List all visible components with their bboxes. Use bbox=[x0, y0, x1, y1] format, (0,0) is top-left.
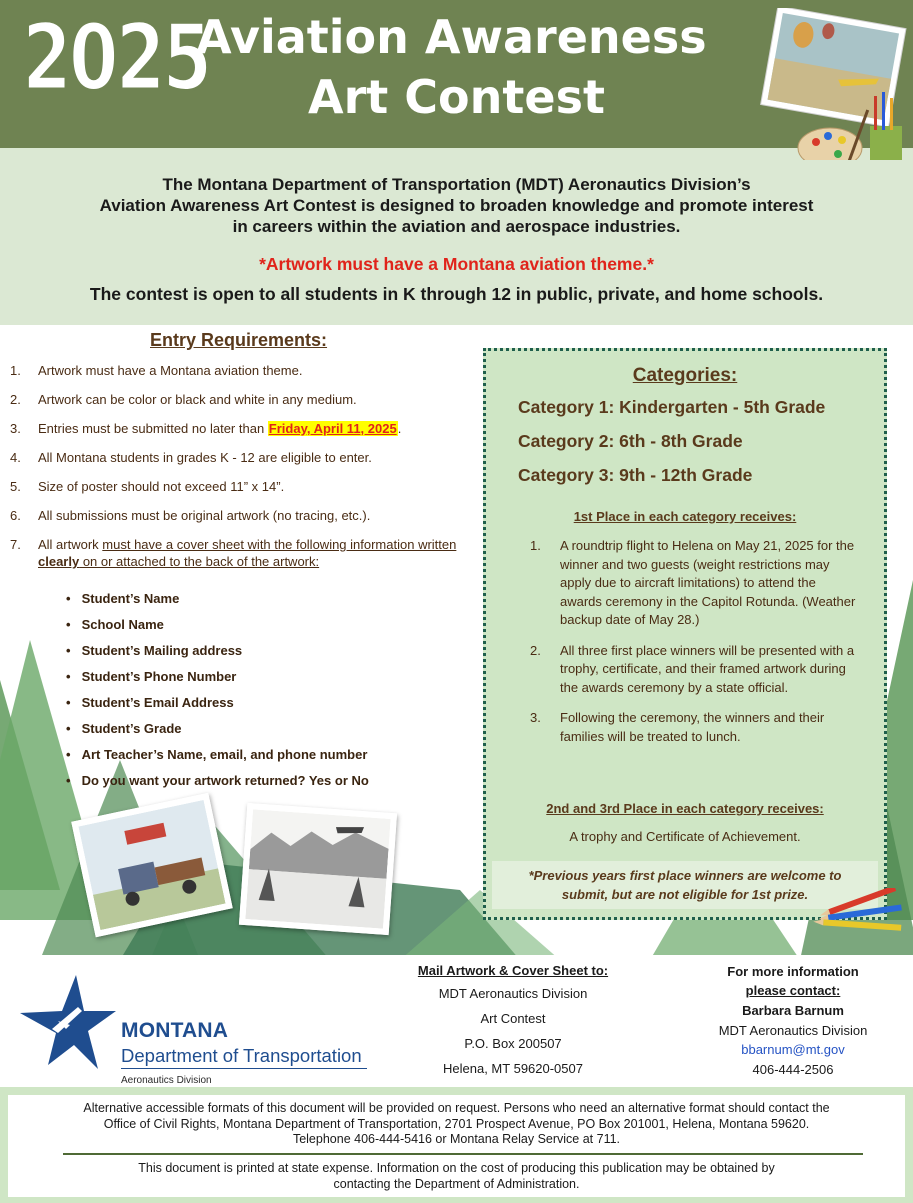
second-third-place-prize: A trophy and Certificate of Achievement. bbox=[569, 829, 801, 844]
mdt-logo bbox=[18, 973, 368, 1086]
mailing-address-block bbox=[393, 963, 633, 1085]
category-1: Category 1: Kindergarten - 5th Grade bbox=[518, 397, 826, 417]
list-item: • Art Teacher’s Name, email, and phone number bbox=[66, 746, 369, 764]
theme-notice: *Artwork must have a Montana aviation theme.* bbox=[259, 254, 654, 274]
item-number: 5. bbox=[10, 479, 21, 494]
categories-heading: Categories: bbox=[632, 365, 738, 386]
categories-panel bbox=[483, 348, 887, 920]
item-number: 1. bbox=[10, 363, 21, 378]
colored-pencils-illustration bbox=[812, 888, 912, 940]
intro-line-1: The Montana Department of Transportation (MDT) Aeronautics Division’s bbox=[162, 175, 751, 194]
item-text: All Montana students in grades K - 12 are eligible to enter. bbox=[38, 450, 372, 465]
item-number: 2. bbox=[10, 392, 21, 407]
note-line-2: submit, but are not eligible for 1st prize. bbox=[561, 887, 809, 902]
item-text: Artwork must have a Montana aviation theme. bbox=[38, 363, 303, 378]
cover-sheet-list bbox=[66, 590, 369, 798]
accessibility-line-2: Office of Civil Rights, Montana Department of Transportation, 2701 Prospect Avenue, PO Box 201001, Helena, Montana 59620. bbox=[103, 1116, 810, 1131]
item-number: 7. bbox=[10, 537, 21, 552]
title-line-1: Aviation Awareness bbox=[196, 10, 707, 64]
list-item bbox=[10, 420, 470, 437]
logo-name: MONTANA bbox=[121, 1019, 229, 1042]
item-text: A roundtrip flight to Helena on May 21, 2025 for the winner and two guests (weight restrictions may apply due to aircraft limitations) to attend the awards ceremony in the Capitol Rotunda. (Weather backup date of May 28.) bbox=[560, 538, 856, 627]
list-item: • Student’s Grade bbox=[66, 720, 369, 738]
accessibility-notice bbox=[8, 1101, 905, 1148]
address-line: Art Contest bbox=[480, 1011, 546, 1026]
item-text: Artwork can be color or black and white in any medium. bbox=[38, 392, 357, 407]
expense-line-1: This document is printed at state expense. Information on the cost of producing this publication may be obtained by bbox=[138, 1161, 775, 1175]
category-2: Category 2: 6th - 8th Grade bbox=[518, 431, 743, 451]
item-number: 3. bbox=[10, 421, 21, 436]
list-item: • Student’s Phone Number bbox=[66, 668, 369, 686]
eligibility-statement: The contest is open to all students in K through 12 in public, private, and home schools. bbox=[89, 284, 824, 304]
sample-artwork-photo bbox=[239, 803, 397, 935]
contact-section bbox=[8, 955, 913, 1087]
accessibility-line-1: Alternative accessible formats of this document will be provided on request. Persons who need an alternative format should contact the bbox=[83, 1101, 830, 1115]
list-item bbox=[530, 642, 860, 698]
contact-info-block bbox=[680, 963, 906, 1079]
item-text: All submissions must be original artwork (no tracing, etc.). bbox=[38, 508, 371, 523]
category-3: Category 3: 9th - 12th Grade bbox=[518, 465, 753, 485]
item-number: 1. bbox=[530, 538, 541, 553]
entry-requirements-heading: Entry Requirements: bbox=[150, 330, 328, 350]
list-item: • Student’s Email Address bbox=[66, 694, 369, 712]
list-item bbox=[10, 507, 470, 524]
list-item: • Do you want your artwork returned? Yes or No bbox=[66, 772, 369, 790]
expense-line-2: contacting the Department of Administration. bbox=[333, 1176, 580, 1191]
deadline-date: Friday, April 11, 2025 bbox=[268, 421, 397, 436]
address-line: MDT Aeronautics Division bbox=[438, 986, 588, 1001]
intro-line-2: Aviation Awareness Art Contest is designed to broaden knowledge and promote interest bbox=[99, 196, 814, 215]
intro-description bbox=[0, 174, 913, 237]
item-number: 2. bbox=[530, 642, 541, 658]
list-item: • Student’s Name bbox=[66, 590, 369, 608]
contact-heading-line-1: For more information bbox=[727, 964, 859, 979]
header-banner bbox=[0, 0, 913, 160]
item-text-underlined: must have a cover sheet with the following information written bbox=[102, 537, 457, 552]
second-third-place-heading: 2nd and 3rd Place in each category receives: bbox=[546, 801, 824, 816]
list-item bbox=[10, 536, 470, 570]
item-text: All three first place winners will be presented with a trophy, certificate, and their framed artwork during the awards ceremony by a state official. bbox=[560, 642, 855, 695]
legal-notice bbox=[8, 1095, 905, 1197]
item-text: All artwork bbox=[38, 537, 103, 552]
address-line: P.O. Box 200507 bbox=[464, 1036, 562, 1051]
mailing-heading: Mail Artwork & Cover Sheet to: bbox=[417, 963, 609, 978]
list-item bbox=[10, 449, 470, 466]
requirements-list bbox=[10, 362, 470, 582]
item-number: 6. bbox=[10, 508, 21, 523]
intro-section bbox=[0, 160, 913, 325]
year-title: 2025 bbox=[22, 4, 210, 111]
item-text-bold: clearly bbox=[38, 554, 80, 569]
contact-heading-line-2: please contact: bbox=[745, 982, 841, 998]
list-item bbox=[530, 709, 860, 746]
contact-email-link[interactable]: bbarnum@mt.gov bbox=[741, 1042, 845, 1057]
list-item bbox=[10, 391, 470, 408]
item-text-end: . bbox=[397, 421, 402, 436]
item-number: 3. bbox=[530, 710, 541, 725]
item-text-underlined-end: on or attached to the back of the artwork: bbox=[79, 554, 320, 569]
item-text: Following the ceremony, the winners and their families will be treated to lunch. bbox=[560, 710, 825, 744]
first-place-heading: 1st Place in each category receives: bbox=[573, 509, 797, 524]
logo-department: Department of Transportation bbox=[121, 1045, 362, 1066]
painting-palette-illustration bbox=[760, 8, 910, 160]
contact-name: Barbara Barnum bbox=[742, 1003, 844, 1018]
item-text: Size of poster should not exceed 11” x 14”. bbox=[38, 479, 285, 494]
item-text: Entries must be submitted no later than bbox=[38, 421, 268, 436]
list-item: • Student’s Mailing address bbox=[66, 642, 369, 660]
montana-star-icon bbox=[18, 973, 118, 1073]
contact-phone: 406-444-2506 bbox=[752, 1061, 834, 1077]
first-place-prizes-list bbox=[530, 537, 860, 758]
title-line-2: Art Contest bbox=[308, 70, 605, 124]
legal-divider bbox=[63, 1153, 863, 1155]
note-line-1: *Previous years first place winners are welcome to bbox=[528, 868, 842, 883]
intro-line-3: in careers within the aviation and aerospace industries. bbox=[232, 217, 681, 236]
accessibility-line-3: Telephone 406-444-5416 or Montana Relay Service at 711. bbox=[292, 1132, 621, 1146]
list-item bbox=[10, 362, 470, 379]
state-expense-notice bbox=[8, 1161, 905, 1192]
list-item bbox=[530, 537, 860, 630]
list-item bbox=[10, 478, 470, 495]
contact-division: MDT Aeronautics Division bbox=[718, 1022, 868, 1038]
address-line: Helena, MT 59620-0507 bbox=[443, 1061, 583, 1076]
logo-divider bbox=[121, 1068, 367, 1069]
logo-division: Aeronautics Division bbox=[121, 1075, 212, 1086]
item-number: 4. bbox=[10, 450, 21, 465]
list-item: • School Name bbox=[66, 616, 369, 634]
